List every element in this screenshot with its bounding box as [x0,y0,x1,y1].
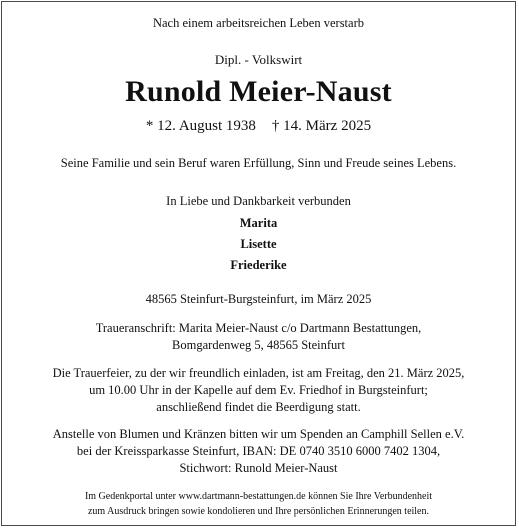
donation-request [2,426,515,477]
birth-date: * 12. August 1938 [145,118,256,134]
obituary-notice [1,1,516,526]
gratitude-text: In Liebe und Dankbarkeit verbunden [166,194,351,208]
service-line: Die Trauerfeier, zu der wir freundlich einladen, ist am Freitag, den 21. März 2025, [52,366,465,380]
donation-line: Stichwort: Runold Meier-Naust [179,461,338,475]
funeral-service-info [2,365,515,416]
service-line: anschließend findet die Beerdigung statt. [156,400,361,414]
donation-line: Anstelle von Blumen und Kränzen bitten wir um Spenden an Camphill Sellen e.V. [52,427,465,441]
deceased-name: Runold Meier-Naust [125,75,392,108]
portal-line: zum Ausdruck bringen sowie kondolieren und Ihre persönlichen Erinnerungen teilen. [87,506,429,517]
address-line: Bomgardenweg 5, 48565 Steinfurt [172,338,345,352]
mourner-name: Marita [239,216,278,230]
address-line: Traueranschrift: Marita Meier-Naust c/o Dartmann Bestattungen, [95,321,422,335]
mourner-name: Friederike [230,258,287,272]
life-dates [2,118,515,135]
portal-line: Im Gedenkportal unter www.dartmann-bestattungen.de können Sie Ihre Verbundenheit [84,491,433,502]
mourning-address [2,320,515,354]
mourner-name: Lisette [240,237,277,251]
motto-text: Seine Familie und sein Beruf waren Erfüllung, Sinn und Freude seines Lebens. [60,156,457,170]
intro-text: Nach einem arbeitsreichen Leben verstarb [152,16,364,30]
memorial-portal-note [2,489,515,519]
donation-line: bei der Kreissparkasse Steinfurt, IBAN: DE 0740 3510 6000 7402 1304, [76,444,441,458]
place-and-date: 48565 Steinfurt-Burgsteinfurt, im März 2025 [145,292,372,306]
death-date: † 14. März 2025 [271,118,372,134]
service-line: um 10.00 Uhr in der Kapelle auf dem Ev. Friedhof in Burgsteinfurt; [89,383,428,397]
academic-title: Dipl. - Volkswirt [214,52,303,67]
